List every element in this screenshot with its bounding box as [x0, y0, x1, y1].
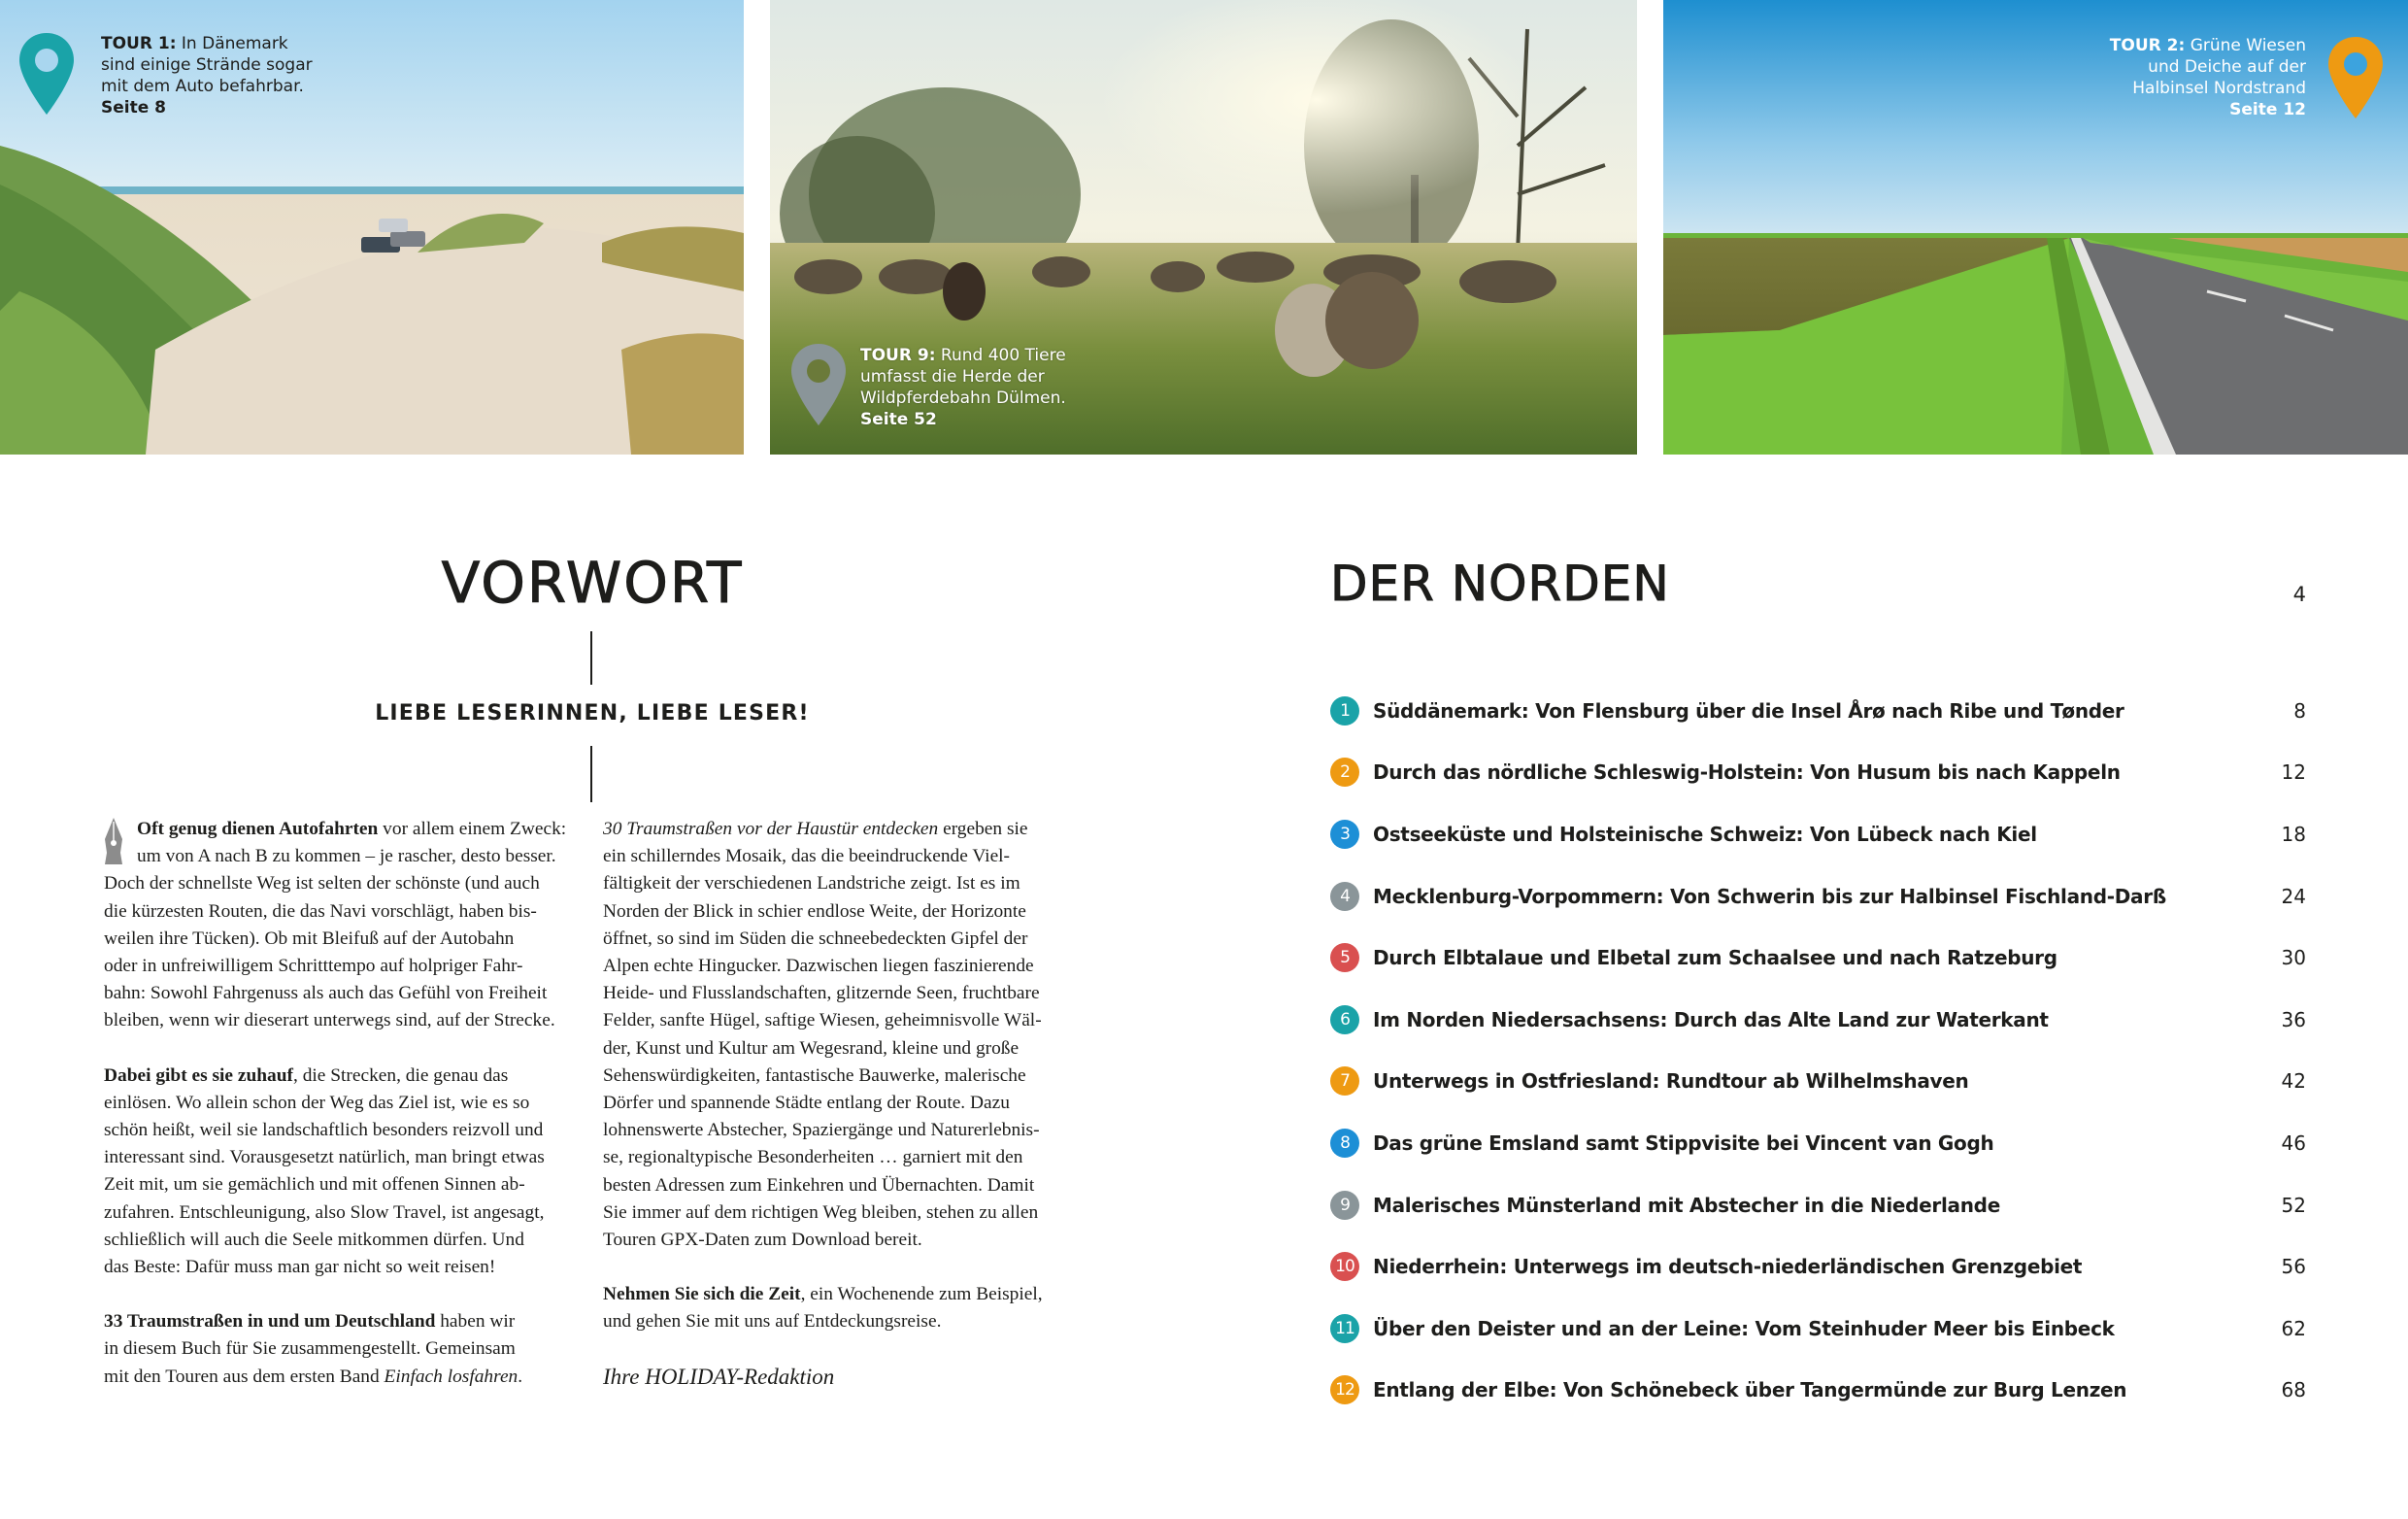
toc-entry-page: 42: [2281, 1069, 2306, 1094]
book-title: Einfach losfahren: [384, 1366, 518, 1387]
caption-text: sind einige Strände sogar: [101, 55, 313, 75]
toc-entry-title: Über den Deister und an der Leine: Vom Steinhuder Meer bis Einbeck: [1373, 1316, 2115, 1340]
toc-entry-page: 52: [2281, 1193, 2306, 1217]
text: .: [518, 1366, 523, 1387]
page-title-vorwort: VORWORT: [441, 550, 744, 616]
tour-number-badge: 11: [1330, 1314, 1359, 1343]
toc-entry[interactable]: [1330, 927, 2311, 989]
text-line: se, regionaltypische Besonderheiten … garniert mit den: [603, 1147, 1023, 1168]
caption-tour-label: TOUR 1:: [101, 34, 177, 53]
paragraph: [104, 816, 594, 1035]
toc-entry-page: 56: [2281, 1255, 2306, 1279]
toc-entry-title: Süddänemark: Von Flensburg über die Insel Årø nach Ribe und Tønder: [1373, 698, 2124, 723]
toc-entry-page: 46: [2281, 1131, 2306, 1155]
tour-number-badge: 3: [1330, 820, 1359, 849]
divider-line: [590, 746, 592, 802]
toc-entry-title: Durch Elbtalaue und Elbetal zum Schaalsee und nach Ratzeburg: [1373, 946, 2057, 970]
vorwort-column-2: [603, 816, 1093, 1391]
tour-number-badge: 5: [1330, 943, 1359, 972]
map-pin-icon: [2325, 35, 2386, 120]
toc-entry-title: Durch das nördliche Schleswig-Holstein: Von Husum bis nach Kappeln: [1373, 760, 2121, 785]
text: vor allem einem Zweck:: [378, 819, 567, 839]
text: ergeben sie: [938, 819, 1028, 839]
text-line: besten Adressen zum Einkehren und Übernachten. Damit: [603, 1174, 1035, 1196]
text-line: schön heißt, weil sie landschaftlich besonders reizvoll und: [104, 1120, 544, 1141]
photo-caption-tour-9: [860, 345, 1113, 430]
text-line: Touren GPX-Daten zum Download bereit.: [603, 1230, 922, 1251]
text: , die Strecken, die genau das: [293, 1064, 509, 1086]
vorwort-subtitle: LIEBE LESERINNEN, LIEBE LESER!: [375, 701, 810, 726]
toc-entry-page: 36: [2281, 1007, 2306, 1031]
text-line: das Beste: Dafür muss man gar nicht so weit reisen!: [104, 1257, 496, 1278]
tour-number-badge: 10: [1330, 1252, 1359, 1281]
caption-text: Wildpferdebahn Dülmen.: [860, 388, 1066, 408]
text-line: ein schillerndes Mosaik, das die beeindruckende Viel-: [603, 846, 1011, 867]
caption-tour-label: TOUR 2:: [2109, 36, 2186, 55]
caption-page-link[interactable]: Seite 52: [860, 410, 937, 429]
toc-entry-title: Unterwegs in Ostfriesland: Rundtour ab Wilhelmshaven: [1373, 1069, 1969, 1094]
map-pin-icon: [17, 31, 76, 117]
caption-tour-label: TOUR 9:: [860, 346, 936, 365]
tour-number-badge: 7: [1330, 1066, 1359, 1096]
toc-entry-page: 18: [2281, 822, 2306, 846]
caption-text: Grüne Wiesen: [2190, 36, 2306, 55]
bold-lead: Oft genug dienen Autofahrten: [137, 819, 379, 839]
tour-number-badge: 8: [1330, 1129, 1359, 1158]
text-line: Zeit mit, um sie gemächlich und mit offenen Sinnen ab-: [104, 1174, 525, 1196]
text-line: Doch der schnellste Weg ist selten der schönste (und auch: [104, 873, 540, 895]
paragraph: [603, 816, 1093, 1254]
toc-entry-page: 62: [2281, 1316, 2306, 1340]
text-line: der, Kunst und Kultur am Wegesrand, kleine und große: [603, 1037, 1020, 1059]
text: haben wir: [435, 1311, 516, 1333]
toc-entry-title: Das grüne Emsland samt Stippvisite bei Vincent van Gogh: [1373, 1131, 1994, 1155]
bold-lead: Nehmen Sie sich die Zeit: [603, 1284, 801, 1305]
text: , ein Wochenende zum Beispiel,: [800, 1284, 1043, 1305]
paragraph: [104, 1308, 594, 1391]
text-line: in diesem Buch für Sie zusammengestellt. Gemeinsam: [104, 1338, 516, 1360]
toc-entry[interactable]: [1330, 1298, 2311, 1360]
toc-entry[interactable]: [1330, 989, 2311, 1051]
text-line: Norden der Blick in schier endlose Weite, der Horizonte: [603, 900, 1026, 922]
text-line: Heide- und Flusslandschaften, glitzernde Seen, fruchtbare: [603, 983, 1040, 1004]
toc-entry-page: 24: [2281, 884, 2306, 908]
vorwort-column-1: [104, 816, 594, 1418]
caption-page-link[interactable]: Seite 8: [101, 98, 167, 118]
text-line: Sehenswürdigkeiten, fantastische Bauwerke, malerische: [603, 1064, 1026, 1086]
text-line: die kürzesten Routen, die das Navi vorschlägt, haben bis-: [104, 900, 537, 922]
toc-entry-title: Niederrhein: Unterwegs im deutsch-niederländischen Grenzgebiet: [1373, 1255, 2083, 1279]
paragraph: [104, 1063, 594, 1282]
tour-number-badge: 2: [1330, 758, 1359, 787]
text-line: schließlich will auch die Seele mitkommen dürfen. Und: [104, 1229, 524, 1250]
text-line: lohnenswerte Abstecher, Spaziergänge und Naturerlebnis-: [603, 1120, 1040, 1141]
toc-entry[interactable]: [1330, 803, 2311, 865]
text-line: bleiben, wenn wir dieserart unterwegs sind, auf der Strecke.: [104, 1010, 555, 1031]
tour-number-badge: 1: [1330, 696, 1359, 726]
tour-number-badge: 6: [1330, 1005, 1359, 1034]
text-line: Dörfer und spannende Städte entlang der Route. Dazu: [603, 1093, 1010, 1114]
text-line: zufahren. Entschleunigung, also Slow Travel, ist angesagt,: [104, 1201, 545, 1223]
caption-text: mit dem Auto befahrbar.: [101, 77, 304, 96]
text-line: oder in unfreiwilligem Schritttempo auf holpriger Fahr-: [104, 956, 523, 977]
text-line: um von A nach B zu kommen – je rascher, desto besser.: [137, 846, 556, 867]
caption-text: Halbinsel Nordstrand: [2132, 79, 2306, 98]
caption-text: und Deiche auf der: [2148, 57, 2306, 77]
toc-entry[interactable]: [1330, 1051, 2311, 1113]
caption-text: umfasst die Herde der: [860, 367, 1045, 387]
bold-lead: 33 Traumstraßen in und um Deutschland: [104, 1311, 436, 1333]
toc-entry-title: Entlang der Elbe: Von Schönebeck über Tangermünde zur Burg Lenzen: [1373, 1378, 2127, 1402]
text-line: Alpen echte Hingucker. Dazwischen liegen faszinierende: [603, 956, 1034, 977]
text-line: weilen ihre Tücken). Ob mit Bleifuß auf der Autobahn: [104, 928, 515, 949]
signature: Ihre HOLIDAY-Redaktion: [603, 1364, 835, 1389]
photo-caption-tour-2: [2044, 35, 2306, 120]
text: mit den Touren aus dem ersten Band: [104, 1366, 385, 1387]
toc-entry[interactable]: [1330, 1112, 2311, 1174]
map-pin-icon: [788, 342, 849, 427]
bold-lead: Dabei gibt es sie zuhauf: [104, 1064, 293, 1086]
toc-entry-title: Ostseeküste und Holsteinische Schweiz: Von Lübeck nach Kiel: [1373, 822, 2037, 846]
toc-entry-page: 12: [2281, 760, 2306, 785]
text-line: Felder, sanfte Hügel, saftige Wiesen, geheimnisvolle Wäl-: [603, 1010, 1042, 1031]
toc-entry[interactable]: [1330, 1174, 2311, 1236]
toc-section-title: DER NORDEN: [1330, 556, 1670, 612]
text-line: Sie immer auf dem richtigen Weg bleiben, stehen zu allen: [603, 1201, 1039, 1223]
tour-number-badge: 12: [1330, 1375, 1359, 1404]
caption-text: Rund 400 Tiere: [940, 346, 1066, 365]
toc-entry-title: Im Norden Niedersachsens: Durch das Alte Land zur Waterkant: [1373, 1007, 2049, 1031]
toc-entry-page: 30: [2281, 946, 2306, 970]
toc-entry[interactable]: [1330, 865, 2311, 928]
text-line: einlösen. Wo allein schon der Weg das Ziel ist, wie es so: [104, 1092, 530, 1113]
toc-entry-page: 68: [2281, 1378, 2306, 1402]
photo-caption-tour-1: [101, 33, 324, 118]
toc-list: [1330, 680, 2311, 1421]
paragraph: [603, 1281, 1093, 1335]
text-line: und gehen Sie mit uns auf Entdeckungsreise.: [603, 1311, 942, 1333]
caption-text: In Dänemark: [181, 34, 288, 53]
toc-entry[interactable]: [1330, 1235, 2311, 1298]
tour-number-badge: 9: [1330, 1191, 1359, 1220]
text-line: öffnet, so sind im Süden die schneebedeckten Gipfel der: [603, 928, 1028, 949]
toc-entry[interactable]: [1330, 1360, 2311, 1422]
toc-section-page[interactable]: 4: [2292, 583, 2306, 606]
text-line: bahn: Sowohl Fahrgenuss als auch das Gefühl von Freiheit: [104, 983, 548, 1004]
toc-entry-title: Mecklenburg-Vorpommern: Von Schwerin bis zur Halbinsel Fischland-Darß: [1373, 884, 2166, 908]
caption-page-link[interactable]: Seite 12: [2229, 100, 2306, 119]
divider-line: [590, 631, 592, 685]
toc-entry-title: Malerisches Münsterland mit Abstecher in die Niederlande: [1373, 1193, 2000, 1217]
toc-entry-page: 8: [2293, 698, 2306, 723]
text-line: fältigkeit der verschiedenen Landstriche zeigt. Ist es im: [603, 873, 1020, 895]
toc-entry[interactable]: [1330, 742, 2311, 804]
tour-number-badge: 4: [1330, 882, 1359, 911]
book-title: 30 Traumstraßen vor der Haustür entdecken: [603, 819, 939, 839]
toc-entry[interactable]: [1330, 680, 2311, 742]
text-line: interessant sind. Vorausgesetzt natürlich, man bringt etwas: [104, 1147, 545, 1168]
